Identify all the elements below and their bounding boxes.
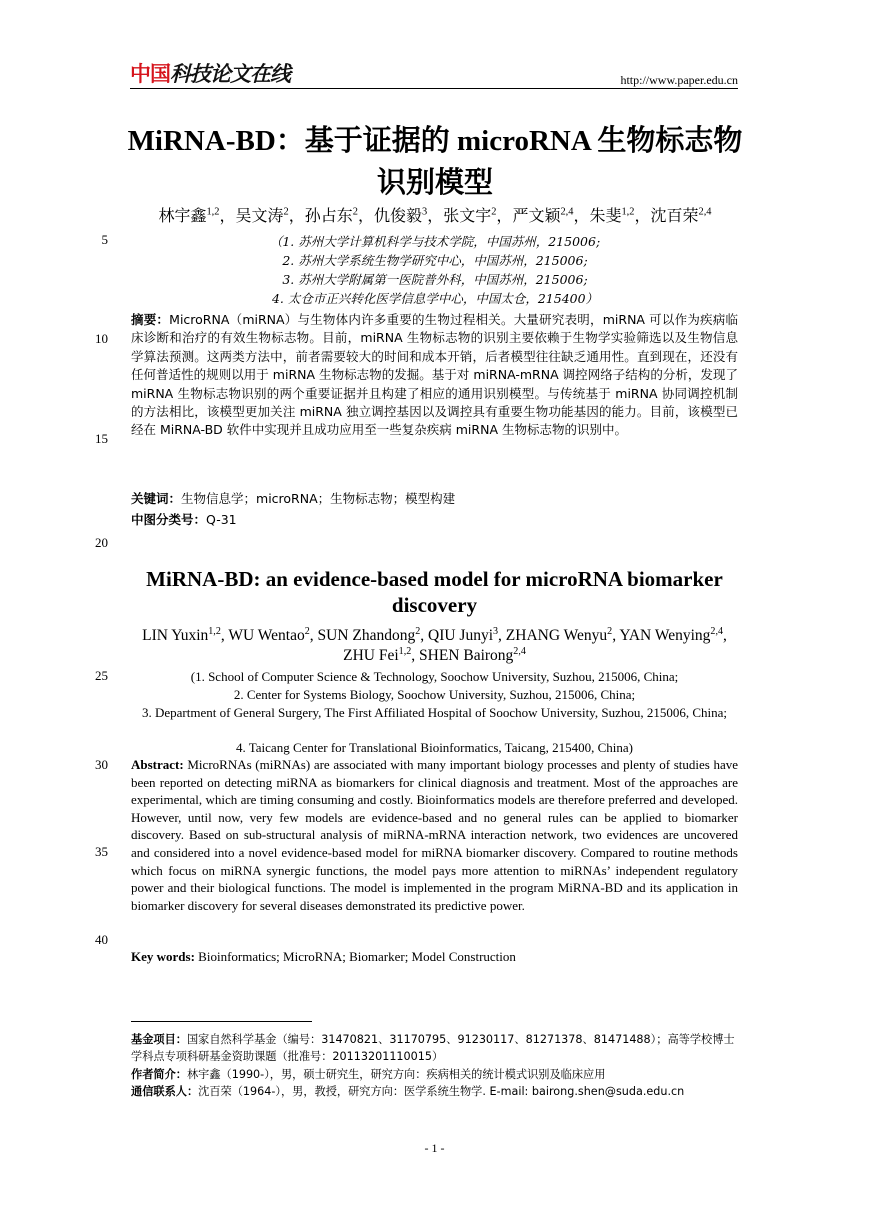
keywords-cn-text: 生物信息学；microRNA；生物标志物；模型构建 — [181, 491, 456, 506]
author-en: QIU Junyi$^3$ — [428, 625, 499, 644]
line-number: 40 — [95, 932, 108, 947]
line-number: 35 — [95, 844, 108, 859]
logo-part-red: 中国 — [130, 62, 170, 86]
author-en: SHEN Bairong$^{2,4}$ — [419, 645, 526, 664]
footnote-divider — [131, 1021, 312, 1022]
abstract-en — [131, 756, 738, 914]
journal-logo — [130, 62, 290, 86]
authors-cn: 林宇鑫$^{1,2}$，吴文涛$^2$，孙占东$^2$，仇俊毅$^3$，张文宇$^2$，严文颖$^{2,4}$，朱斐$^{1,2}$，沈百荣$^{2,4}$ — [158, 206, 712, 225]
author-en: ZHANG Wenyu$^2$ — [505, 625, 613, 644]
classification-cn-label: 中图分类号： — [131, 512, 207, 527]
author-cn: 朱斐$^{1,2}$ — [589, 206, 635, 225]
classification-cn-text: Q-31 — [206, 512, 237, 527]
footnote-contact-label: 通信联系人： — [131, 1085, 199, 1098]
affiliation-cn: （1. 苏州大学计算机科学与技术学院，中国苏州，215006; — [269, 234, 601, 249]
author-en: SUN Zhandong$^2$ — [317, 625, 421, 644]
footnote-fund — [131, 1031, 738, 1065]
footnote-author-label: 作者简介： — [131, 1068, 187, 1081]
header-divider — [130, 88, 738, 89]
authors-en: LIN Yuxin$^{1,2}$, WU Wentao$^2$, SUN Zhandong$^2$, QIU Junyi$^3$, ZHANG Wenyu$^2$, YAN Wenying$^{2,4}$, ZHU Fei$^{1,2}$, SHEN Bairong$^{2,4}$ — [142, 625, 727, 664]
footnote-author-text: 林宇鑫（1990-），男，硕士研究生，研究方向：疾病相关的统计模式识别及临床应用 — [186, 1068, 606, 1081]
keywords-cn — [131, 490, 738, 508]
author-en: LIN Yuxin$^{1,2}$ — [142, 625, 221, 644]
affiliation-en: 2. Center for Systems Biology, Soochow University, Suzhou, 215006, China; — [233, 687, 636, 702]
author-cn: 吴文涛$^2$ — [235, 206, 289, 225]
abstract-en-label: Abstract: — [131, 757, 184, 772]
author-en: WU Wentao$^2$ — [228, 625, 310, 644]
line-number: 25 — [95, 668, 108, 683]
logo-part-black: 科技论文在线 — [170, 62, 290, 86]
abstract-en-text: MicroRNAs (miRNAs) are associated with many important biology processes and plenty of studies have been reported on detecting miRNA as biomarkers for clinical diagnosis and treatment. Most of the approaches are experimental, which are timing consuming and costly. Bioinformatics models are therefore preferred and developed. However, until now, very few models are evidence-based and no general rules can be applied to biomarker discovery. Based on sub-structural analysis of miRNA-mRNA interaction network, two evidences are uncovered and considered into a novel evidence-based model for miRNA biomarker discovery. Compared to routine methods which focus on miRNA synergic functions, the model pays more attention to miRNAs’ independent regulatory power and their biological functions. The model is implemented in the program MiRNA-BD and its application in biomarker discovery for several diseases demonstrated its predictive power. — [131, 757, 739, 913]
page-number: - 1 - — [424, 1141, 445, 1155]
line-number: 10 — [95, 331, 108, 346]
author-cn: 林宇鑫$^{1,2}$ — [158, 206, 220, 225]
author-cn: 孙占东$^2$ — [304, 206, 358, 225]
footnote-fund-label: 基金项目： — [131, 1033, 187, 1046]
footnote-author — [131, 1066, 738, 1083]
keywords-cn-label: 关键词： — [131, 491, 182, 506]
footnote-fund-text: 国家自然科学基金（编号：31470821、31170795、91230117、81271378、81471488）；高等学校博士学科点专项科研基金资助课题（批准号：20113201110015） — [131, 1033, 735, 1063]
author-cn: 仇俊毅$^3$ — [373, 206, 428, 225]
author-en: ZHU Fei$^{1,2}$ — [343, 645, 412, 664]
affiliation-cn: 3. 苏州大学附属第一医院普外科，中国苏州，215006; — [282, 272, 588, 287]
footnote-contact-text: 沈百荣（1964-），男，教授，研究方向：医学系统生物学. E-mail: bairong.shen@suda.edu.cn — [198, 1085, 685, 1098]
keywords-en-label: Key words: — [131, 949, 195, 964]
affiliation-en: (1. School of Computer Science & Technology, Soochow University, Suzhou, 215006, China; — [190, 669, 679, 684]
line-number: 30 — [95, 757, 108, 772]
line-number: 15 — [95, 431, 108, 446]
affiliation-cn: 2. 苏州大学系统生物学研究中心，中国苏州，215006; — [282, 253, 588, 268]
classification-cn — [131, 511, 738, 529]
affiliation-en: 3. Department of General Surgery, The First Affiliated Hospital of Soochow University, Suzhou, 215006, China; — [141, 705, 728, 720]
abstract-cn-label: 摘要： — [131, 312, 170, 327]
affiliation-en: 4. Taicang Center for Translational Bioinformatics, Taicang, 215400, China) — [235, 740, 633, 755]
abstract-cn — [131, 311, 738, 440]
abstract-cn-text: MicroRNA（miRNA）与生物体内许多重要的生物过程相关。大量研究表明，miRNA 可以作为疾病临床诊断和治疗的有效生物标志物。目前，miRNA 生物标志物的识别主要依赖于生物学实验筛选以及生物信息学算法预测。这两类方法中，前者需要较大的时间和成本开销，后者模型往往缺乏通用性。直到现在，还没有任何普适性的规则以用于 miRNA 生物标志物的发掘。基于对 miRNA-mRNA 调控网络子结构的分析，发现了 miRNA 生物标志物识别的两个重要证据并且构建了相应的通用识别模型。与传统基于 miRNA 协同调控机制的方法相比，该模型更加关注 miRNA 独立调控基因以及调控具有重要生物功能基因的能力。目前，该模型已经在 MiRNA-BD 软件中实现并且成功应用至一些复杂疾病 miRNA 生物标志物的识别中。 — [131, 312, 738, 438]
keywords-en — [131, 948, 738, 966]
header-url-link[interactable]: http://www.paper.edu.cn — [620, 73, 738, 87]
author-cn: 张文宇$^2$ — [443, 206, 497, 225]
footnote-contact — [131, 1083, 738, 1100]
line-number: 20 — [95, 535, 108, 550]
author-en: YAN Wenying$^{2,4}$ — [619, 625, 723, 644]
paper-title-en: MiRNA-BD: an evidence-based model for microRNA biomarker discovery — [146, 567, 723, 617]
paper-title-cn: MiRNA-BD：基于证据的 microRNA 生物标志物识别模型 — [127, 125, 743, 199]
author-cn: 严文颖$^{2,4}$ — [512, 206, 574, 225]
author-cn: 沈百荣$^{2,4}$ — [650, 206, 712, 225]
affiliation-cn: 4. 太仓市正兴转化医学信息学中心，中国太仓，215400） — [271, 291, 599, 306]
line-number: 5 — [101, 232, 108, 247]
keywords-en-text: Bioinformatics; MicroRNA; Biomarker; Model Construction — [198, 949, 516, 964]
